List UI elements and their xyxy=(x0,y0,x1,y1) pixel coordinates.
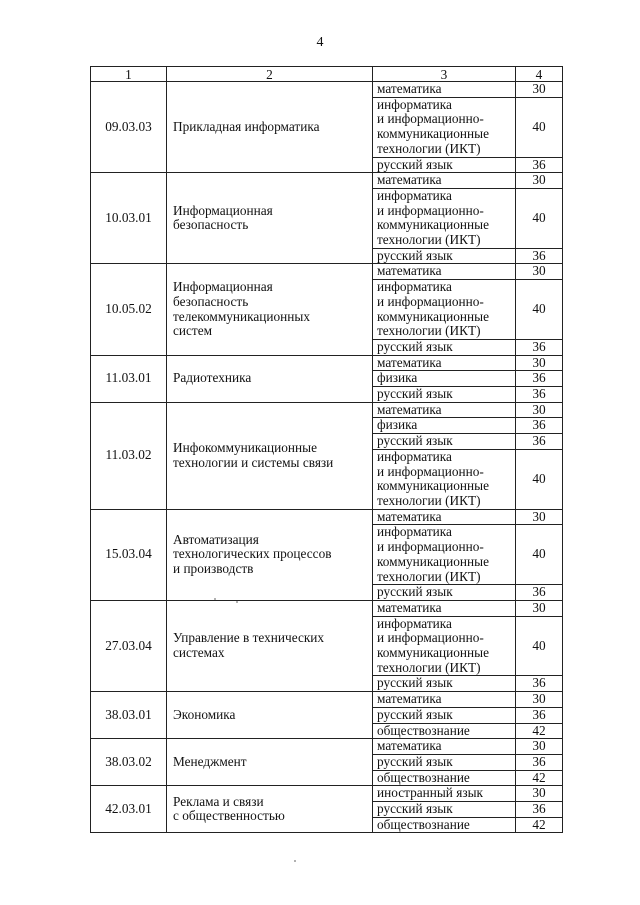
exam-subject-line: коммуникационные xyxy=(377,553,489,569)
program-name-line: Информационная xyxy=(173,279,273,295)
program-name xyxy=(167,739,373,786)
table-row xyxy=(91,402,563,418)
exam-subject-line: математика xyxy=(377,81,442,96)
exam-subject-line: коммуникационные xyxy=(377,126,489,142)
exam-subject xyxy=(373,188,516,248)
exam-subject-line: математика xyxy=(377,738,442,754)
exam-subject-line: коммуникационные xyxy=(377,478,489,494)
exam-subject xyxy=(373,173,516,189)
program-name-line: Менеджмент xyxy=(173,753,247,769)
exam-subject-line: технологии (ИКТ) xyxy=(377,140,481,156)
exam-subject xyxy=(373,280,516,340)
exam-subject-line: информатика xyxy=(377,448,452,464)
program-name-line: систем xyxy=(173,323,213,339)
minimum-score: 42 xyxy=(516,817,563,833)
exam-subject-line: русский язык xyxy=(377,584,453,600)
exam-subject-line: русский язык xyxy=(377,706,453,722)
minimum-score: 42 xyxy=(516,770,563,786)
program-code: 09.03.03 xyxy=(91,82,167,173)
exam-subject xyxy=(373,786,516,802)
exam-subject xyxy=(373,355,516,371)
minimum-score: 30 xyxy=(516,786,563,802)
exam-subject-line: информатика xyxy=(377,615,452,631)
minimum-score: 30 xyxy=(516,355,563,371)
minimum-score: 30 xyxy=(516,173,563,189)
program-code: 38.03.01 xyxy=(91,692,167,739)
exam-subject xyxy=(373,402,516,418)
minimum-score: 40 xyxy=(516,525,563,585)
exam-subject-line: технологии (ИКТ) xyxy=(377,232,481,248)
table-row xyxy=(91,173,563,189)
table-row xyxy=(91,82,563,98)
program-name-line: Информационная xyxy=(173,202,273,218)
minimum-score: 36 xyxy=(516,434,563,450)
minimum-score: 36 xyxy=(516,248,563,264)
exam-subject xyxy=(373,754,516,770)
program-name xyxy=(167,82,373,173)
exam-subject-line: русский язык xyxy=(377,386,453,402)
program-name-line: Экономика xyxy=(173,706,236,722)
exam-subject xyxy=(373,157,516,173)
exam-subject-line: математика xyxy=(377,599,442,615)
program-name-line: с общественностью xyxy=(173,808,285,824)
program-name-line: Автоматизация xyxy=(173,531,259,547)
minimum-score: 36 xyxy=(516,754,563,770)
exam-subject-line: русский язык xyxy=(377,156,453,172)
program-name-line: и производств xyxy=(173,561,254,577)
exam-subject-line: обществознание xyxy=(377,722,470,738)
program-name xyxy=(167,173,373,264)
exam-subject-line: и информационно- xyxy=(377,539,484,555)
program-code: 42.03.01 xyxy=(91,786,167,833)
table-row xyxy=(91,355,563,371)
exam-subject-line: коммуникационные xyxy=(377,308,489,324)
exam-subject-line: и информационно- xyxy=(377,111,484,127)
exam-subject-line: русский язык xyxy=(377,753,453,769)
exam-subject xyxy=(373,264,516,280)
program-name xyxy=(167,402,373,509)
exam-subject-line: информатика xyxy=(377,187,452,203)
exam-subject-line: коммуникационные xyxy=(377,645,489,661)
exam-subject-line: информатика xyxy=(377,279,452,295)
exam-subject xyxy=(373,676,516,692)
exam-subject-line: иностранный язык xyxy=(377,785,484,801)
exam-subject xyxy=(373,339,516,355)
exam-subject xyxy=(373,525,516,585)
minimum-score: 36 xyxy=(516,339,563,355)
program-code: 15.03.04 xyxy=(91,509,167,600)
exam-subject xyxy=(373,616,516,676)
minimum-score: 40 xyxy=(516,616,563,676)
minimum-score: 30 xyxy=(516,692,563,708)
minimum-score: 36 xyxy=(516,802,563,818)
scan-speck xyxy=(294,860,296,862)
table-row xyxy=(91,509,563,525)
header-row xyxy=(91,67,563,82)
exam-subject-line: технологии (ИКТ) xyxy=(377,659,481,675)
column-header: 4 xyxy=(516,67,563,82)
exam-subject-line: обществознание xyxy=(377,816,470,832)
exam-subject-line: и информационно- xyxy=(377,202,484,218)
exam-subject-line: обществознание xyxy=(377,769,470,785)
exam-subject xyxy=(373,97,516,157)
program-name xyxy=(167,692,373,739)
program-code: 38.03.02 xyxy=(91,739,167,786)
table-row xyxy=(91,692,563,708)
exam-subject-line: русский язык xyxy=(377,338,453,354)
exam-subject-line: математика xyxy=(377,508,442,524)
column-header: 3 xyxy=(373,67,516,82)
program-name-line: безопасность xyxy=(173,293,249,309)
exam-subject-line: русский язык xyxy=(377,801,453,817)
exam-subject xyxy=(373,600,516,616)
exam-subject xyxy=(373,585,516,601)
minimum-score: 30 xyxy=(516,509,563,525)
table-row xyxy=(91,786,563,802)
admission-table xyxy=(90,66,563,833)
exam-subject xyxy=(373,82,516,98)
exam-subject-line: технологии (ИКТ) xyxy=(377,568,481,584)
minimum-score: 36 xyxy=(516,387,563,403)
minimum-score: 40 xyxy=(516,188,563,248)
exam-subject-line: коммуникационные xyxy=(377,217,489,233)
minimum-score: 40 xyxy=(516,280,563,340)
exam-subject-line: физика xyxy=(377,370,418,386)
exam-subject-line: информатика xyxy=(377,96,452,112)
program-code: 10.05.02 xyxy=(91,264,167,355)
exam-subject-line: и информационно- xyxy=(377,463,484,479)
program-name-line: Реклама и связи xyxy=(173,793,264,809)
exam-subject xyxy=(373,509,516,525)
program-name xyxy=(167,786,373,833)
minimum-score: 40 xyxy=(516,449,563,509)
program-code: 10.03.01 xyxy=(91,173,167,264)
exam-subject-line: математика xyxy=(377,263,442,279)
minimum-score: 36 xyxy=(516,707,563,723)
exam-subject-line: русский язык xyxy=(377,247,453,263)
program-code: 27.03.04 xyxy=(91,600,167,691)
minimum-score: 36 xyxy=(516,676,563,692)
exam-subject-line: математика xyxy=(377,172,442,188)
program-name xyxy=(167,600,373,691)
minimum-score: 36 xyxy=(516,371,563,387)
minimum-score: 30 xyxy=(516,264,563,280)
exam-subject-line: математика xyxy=(377,401,442,417)
exam-subject xyxy=(373,449,516,509)
page-number: 4 xyxy=(316,35,324,50)
table-row xyxy=(91,600,563,616)
program-name-line: Радиотехника xyxy=(173,370,252,386)
exam-subject xyxy=(373,418,516,434)
exam-subject xyxy=(373,434,516,450)
program-name xyxy=(167,509,373,600)
program-code: 11.03.01 xyxy=(91,355,167,402)
exam-subject xyxy=(373,739,516,755)
minimum-score: 42 xyxy=(516,723,563,739)
minimum-score: 40 xyxy=(516,97,563,157)
exam-subject xyxy=(373,248,516,264)
program-name-line: Управление в технических xyxy=(173,630,325,646)
column-header: 2 xyxy=(167,67,373,82)
minimum-score: 30 xyxy=(516,82,563,98)
exam-subject-line: информатика xyxy=(377,524,452,540)
program-name-line: системах xyxy=(173,645,225,661)
exam-subject xyxy=(373,692,516,708)
minimum-score: 30 xyxy=(516,402,563,418)
scan-speck xyxy=(236,601,238,603)
exam-subject xyxy=(373,707,516,723)
program-name-line: безопасность xyxy=(173,217,249,233)
table-row xyxy=(91,264,563,280)
program-name-line: телекоммуникационных xyxy=(173,308,310,324)
exam-subject xyxy=(373,723,516,739)
program-name xyxy=(167,355,373,402)
program-name-line: технологических процессов xyxy=(173,546,332,562)
exam-subject-line: и информационно- xyxy=(377,630,484,646)
program-name-line: Прикладная информатика xyxy=(173,118,320,134)
exam-subject xyxy=(373,802,516,818)
exam-subject-line: технологии (ИКТ) xyxy=(377,492,481,508)
program-code: 11.03.02 xyxy=(91,402,167,509)
exam-subject xyxy=(373,387,516,403)
exam-subject xyxy=(373,371,516,387)
exam-subject-line: технологии (ИКТ) xyxy=(377,323,481,339)
exam-subject xyxy=(373,770,516,786)
program-name-line: Инфокоммуникационные xyxy=(173,440,317,456)
column-header: 1 xyxy=(91,67,167,82)
exam-subject-line: и информационно- xyxy=(377,293,484,309)
exam-subject-line: математика xyxy=(377,354,442,370)
minimum-score: 30 xyxy=(516,600,563,616)
minimum-score: 36 xyxy=(516,157,563,173)
minimum-score: 30 xyxy=(516,739,563,755)
exam-subject-line: русский язык xyxy=(377,433,453,449)
exam-subject xyxy=(373,817,516,833)
exam-subject-line: физика xyxy=(377,417,418,433)
exam-subject-line: математика xyxy=(377,691,442,707)
table-row xyxy=(91,739,563,755)
minimum-score: 36 xyxy=(516,418,563,434)
scan-speck xyxy=(214,598,216,600)
minimum-score: 36 xyxy=(516,585,563,601)
program-name-line: технологии и системы связи xyxy=(173,454,334,470)
exam-subject-line: русский язык xyxy=(377,675,453,691)
program-name xyxy=(167,264,373,355)
